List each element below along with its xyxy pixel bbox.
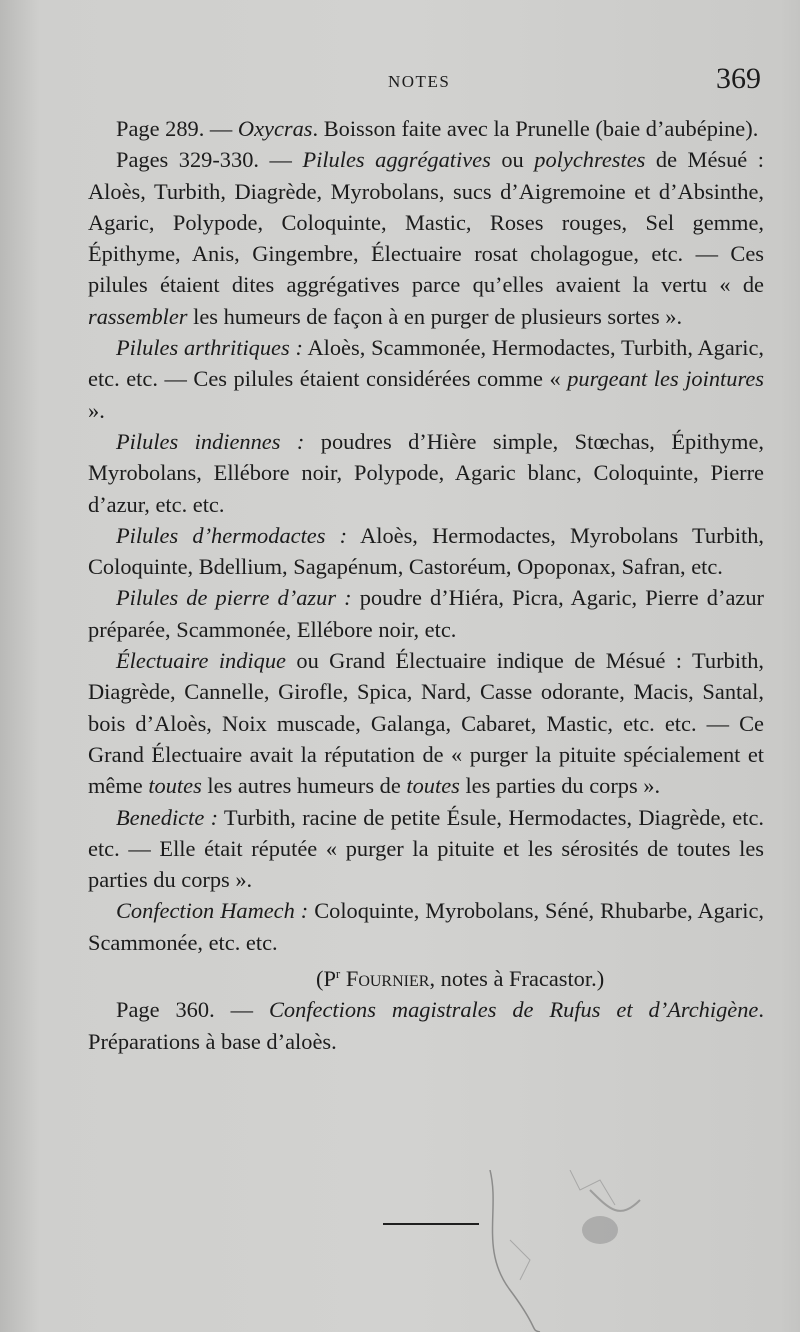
- end-rule: [383, 1223, 479, 1225]
- note-pilules-indiennes: Pilules indiennes : poudres d’Hière simple, Stœchas, Épithyme, Myrobolans, Ellébore noir, Polypode, Agaric blanc, Coloquinte, Pierre d’azur, etc. etc.: [88, 428, 764, 517]
- note-benedicte: Benedicte : Turbith, racine de petite Ésule, Hermodactes, Diagrède, etc. etc. — Elle était réputée « purger la pituite et les sérosités de toutes les parties du corps ».: [88, 804, 764, 893]
- citation-fournier: ($P^r$ Fournier, notes à Fracastor.): [316, 966, 605, 992]
- note-pilules-arthritiques: Pilules arthritiques : Aloès, Scammonée, Hermodactes, Turbith, Agaric, etc. etc. — Ces pilules étaient considérées comme « purgeant les jointures ».: [88, 335, 764, 423]
- note-page-360: Page 360. — Confections magistrales de Rufus et d’Archigène. Préparations à base d’aloès.: [88, 997, 764, 1054]
- page-header: [0, 62, 800, 102]
- notes-body: [88, 113, 764, 1057]
- note-electuaire-indique: Électuaire indique ou Grand Électuaire indique de Mésué : Turbith, Diagrède, Cannelle, Girofle, Spica, Nard, Casse odorante, Macis, Santal, bois d’Aloès, Noix muscade, Galanga, Cabaret, Mastic, etc. etc. — Ce Grand Électuaire avait la réputation de « purger la pituite spécialement et même toutes les autres humeurs de toutes les parties du corps ».: [88, 648, 764, 799]
- page-number: 369: [716, 62, 761, 95]
- running-title: NOTES: [388, 72, 451, 91]
- note-pilules-hermodactes: Pilules d’hermodactes : Aloès, Hermodactes, Myrobolans Turbith, Coloquinte, Bdellium, Sagapénum, Castoréum, Opoponax, Safran, etc.: [88, 522, 764, 580]
- note-pages-329-330: Pages 329-330. — Pilules aggrégatives ou polychrestes de Mésué : Aloès, Turbith, Diagrède, Myrobolans, sucs d’Aigremoine et d’Absinthe, Agaric, Polypode, Coloquinte, Mastic, Roses rouges, Sel gemme, Épithyme, Anis, Gingembre, Électuaire rosat cholagogue, etc. — Ces pilules étaient dites aggrégatives parce qu’elles avaient la vertu « de rassembler les humeurs de façon à en purger de plusieurs sortes ».: [88, 147, 764, 329]
- ink-stain: [470, 1170, 660, 1332]
- note-confection-hamech: Confection Hamech : Coloquinte, Myrobolans, Séné, Rhubarbe, Agaric, Scammonée, etc. etc.: [88, 898, 764, 955]
- note-page-289: Page 289. — Oxycras. Boisson faite avec la Prunelle (baie d’aubépine).: [116, 116, 759, 141]
- note-pilules-pierre-azur: Pilules de pierre d’azur : poudre d’Hiéra, Picra, Agaric, Pierre d’azur préparée, Scammonée, Ellébore noir, etc.: [88, 585, 764, 642]
